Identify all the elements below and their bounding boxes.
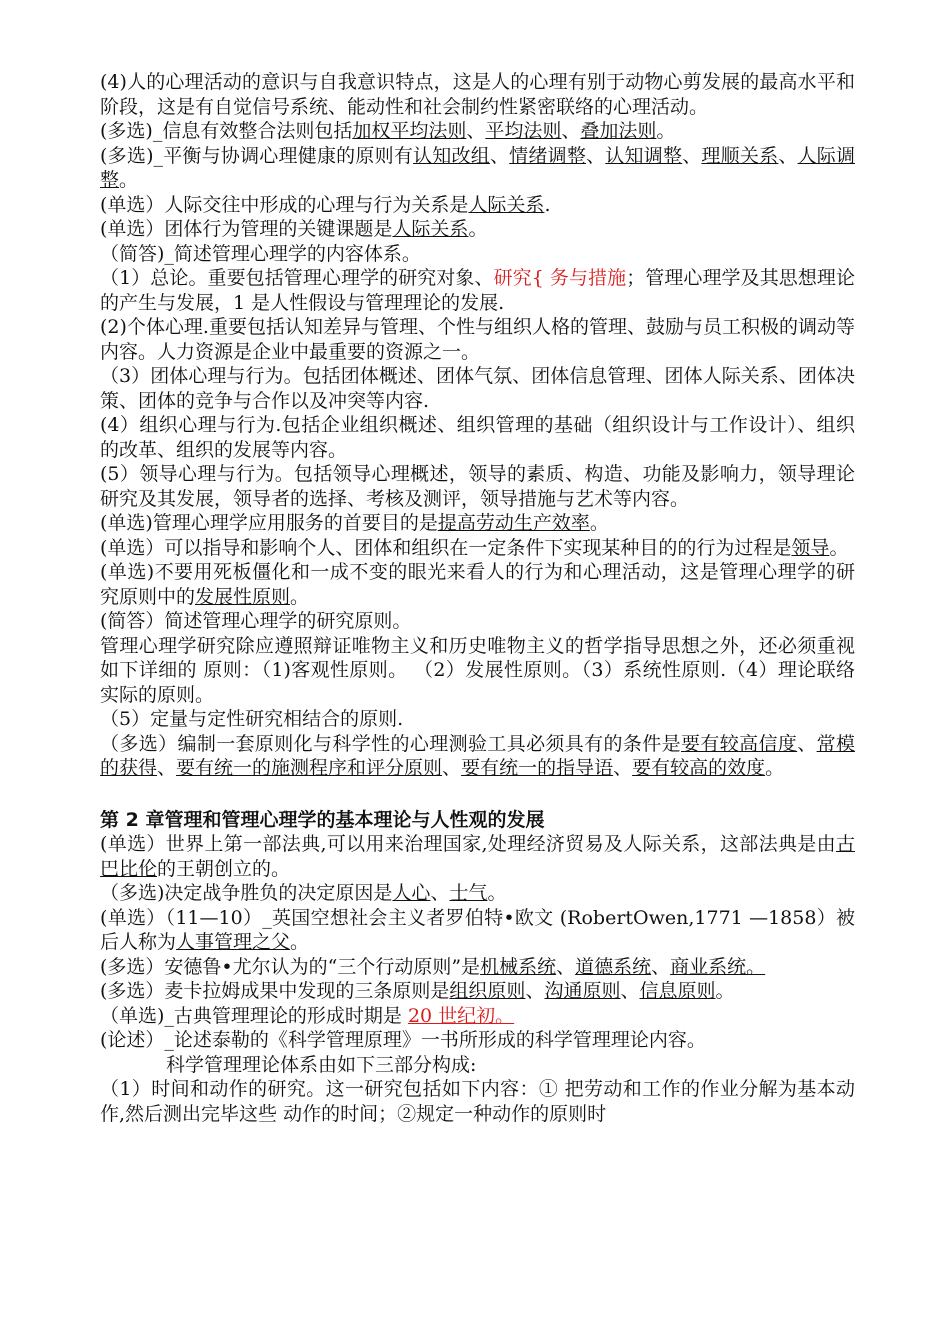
paragraph: [100, 1077, 855, 1126]
paragraph: [100, 119, 855, 144]
paragraph: [100, 906, 855, 955]
paragraph: [100, 70, 855, 119]
text-segment: (单选)管理心理学应用服务的首要目的是: [100, 512, 438, 534]
answer-text: 要有统一的指导语: [461, 757, 614, 779]
paragraph: [100, 536, 855, 561]
paragraph: [100, 707, 855, 732]
text-segment: 管理心理学研究除应遵照辩证唯物主义和历史唯物主义的哲学指导思想之外，还必须重视如下详细的 原则：（1)客观性原则。 （2）发展性原则。（3）系统性原则.（4）理论联络实际的原则。: [100, 634, 855, 706]
paragraph: [100, 560, 855, 609]
answer-text: 要有统一的施测程序和评分原则: [176, 757, 443, 779]
paragraph: [100, 1004, 855, 1029]
text-segment: （多选)决定战争胜负的决定原因是: [100, 882, 393, 904]
text-segment: （1）时间和动作的研究。这一研究包括如下内容：① 把劳动和工作的作业分解为基本动作,然后测出完毕这些 动作的时间；②规定一种动作的原则时: [100, 1078, 855, 1125]
answer-text: 人心: [392, 882, 431, 904]
answer-text: 人际关系: [468, 193, 545, 216]
text-segment: 、: [430, 882, 450, 904]
answer-text: 认知调整: [605, 144, 683, 167]
answer-text: 叠加法则: [580, 120, 657, 142]
text-segment: 、: [556, 955, 576, 978]
text-segment: (2)个体心理.重要包括认知差异与管理、个性与组织人格的管理、鼓励与员工积极的调动等内容。人力资源是企业中最重要的资源之一。: [100, 316, 855, 363]
answer-text: 要有较高的效度: [632, 757, 766, 779]
text-segment: 、: [561, 120, 581, 142]
text-segment: (单选)不要用死板僵化和一成不变的眼光来看人的行为和心理活动，这是管理心理学的研究原则中的: [100, 561, 855, 608]
text-segment: （5）定量与定性研究相结合的原则.: [100, 708, 404, 730]
text-segment: (多选）安德鲁•尤尔认为的“三个行动原则”是: [100, 955, 481, 978]
text-segment: 。: [290, 585, 310, 608]
answer-text: 组织原则: [449, 980, 526, 1002]
answer-text: 理顺关系: [701, 144, 779, 167]
text-segment: (单选）世界上第一部法典,可以用来治理国家,处理经济贸易及人际关系，这部法典是由: [100, 833, 836, 855]
answer-text: 人际调整: [100, 144, 855, 191]
text-segment: ；管理心理学及其思想理论的产生与发展，1 是人性假设与管理理论的发展.: [100, 267, 855, 314]
paragraph: [100, 1053, 855, 1078]
text-segment: (多选)_平衡与协调心理健康的原则有: [100, 144, 414, 167]
paragraph: [100, 832, 855, 881]
text-segment: (论述）_论述泰勒的《科学管理原理》一书所形成的科学管理理论内容。: [100, 1029, 706, 1051]
answer-text: 机械系统: [480, 955, 557, 978]
answer-text: 沟通原则: [544, 980, 621, 1002]
paragraph: [100, 955, 855, 980]
text-segment: (单选）可以指导和影响个人、团体和组织在一定条件下实现某种目的的行为过程是: [100, 536, 792, 559]
paragraph: [100, 609, 855, 634]
text-segment: .: [544, 193, 551, 216]
answer-text: 研究{ 务与措施: [493, 267, 627, 289]
text-segment: 。: [119, 169, 139, 191]
text-segment: 科学管理理论体系由如下三部分构成:: [166, 1053, 477, 1076]
text-segment: 。: [715, 980, 735, 1002]
text-segment: 。: [290, 931, 310, 953]
answer-text: 加权平均法则: [352, 120, 467, 142]
text-segment: 、: [586, 144, 606, 167]
answer-text: 商业系统。: [670, 955, 766, 978]
answer-text: 人际关系: [392, 218, 469, 240]
section-heading: [100, 808, 855, 833]
answer-text: 人事管理之父: [176, 931, 291, 953]
answer-text: 领导: [791, 536, 830, 559]
paragraph: [100, 1028, 855, 1053]
text-segment: 、: [651, 955, 671, 978]
paragraph: [100, 266, 855, 315]
text-segment: (5）领导心理与行为。包括领导心理概述，领导的素质、构造、功能及影响力，领导理论研究及其发展，领导者的选择、考核及测评，领导措施与艺术等内容。: [100, 463, 855, 510]
paragraph: [100, 315, 855, 364]
paragraph: [100, 217, 855, 242]
text-segment: 。: [589, 512, 609, 534]
paragraph: [100, 413, 855, 462]
document-body: [100, 70, 855, 1126]
text-segment: （3）团体心理与行为。包括团体概述、团体气氛、团体信息管理、团体人际关系、团体决策、团体的竞争与合作以及冲突等内容.: [100, 365, 855, 412]
paragraph: [100, 242, 855, 267]
text-segment: (多选）麦卡拉姆成果中发现的三条原则是: [100, 980, 450, 1002]
text-segment: 、: [489, 144, 510, 167]
answer-text: 要有较高信度: [681, 732, 798, 755]
text-segment: 。: [656, 120, 676, 142]
answer-text: 20 世纪初。: [407, 1004, 515, 1027]
text-segment: 。: [468, 218, 488, 240]
paragraph: [100, 634, 855, 708]
answer-text: 古巴比伦: [100, 833, 855, 880]
text-segment: 、: [442, 757, 462, 779]
text-segment: 。: [829, 536, 849, 559]
text-segment: 、: [525, 980, 545, 1002]
answer-text: 情绪调整: [509, 144, 587, 167]
paragraph: [100, 193, 855, 218]
answer-text: 平均法则: [485, 120, 562, 142]
answer-text: 认知改组: [413, 144, 490, 167]
text-segment: (单选）人际交往中形成的心理与行为关系是: [100, 193, 469, 216]
text-segment: 、: [466, 120, 486, 142]
text-segment: 、: [682, 144, 702, 167]
paragraph: [100, 979, 855, 1004]
answer-text: 发展性原则: [195, 585, 291, 608]
paragraph: [100, 732, 855, 781]
answer-text: 士气: [449, 882, 488, 904]
text-segment: 、: [797, 732, 817, 755]
text-segment: 、: [620, 980, 640, 1002]
paragraph: [100, 364, 855, 413]
text-segment: 的王朝创立的。: [157, 857, 291, 880]
answer-text: 信息原则: [639, 980, 716, 1002]
answer-text: 常模的获得: [100, 732, 855, 779]
text-segment: 第 2 章管理和管理心理学的基本理论与人性观的发展: [100, 808, 545, 831]
text-segment: （单选)_古典管理理论的形成时期是: [100, 1004, 408, 1027]
paragraph: [100, 462, 855, 511]
text-segment: 、: [613, 757, 633, 779]
text-segment: （简答)_简述管理心理学的内容体系。: [100, 242, 421, 265]
answer-text: 提高劳动生产效率: [437, 512, 590, 534]
text-segment: 、: [157, 757, 177, 779]
paragraph: [100, 881, 855, 906]
text-segment: (简答）简述管理心理学的研究原则。: [100, 610, 412, 632]
paragraph: [100, 144, 855, 193]
paragraph: [100, 511, 855, 536]
text-segment: (多选)_信息有效整合法则包括: [100, 120, 353, 142]
text-segment: (单选）（11—10）_英国空想社会主义者罗伯特•欧文 (RobertOwen,1771 —1858）被后人称为: [100, 906, 855, 953]
text-segment: （1）总论。重要包括管理心理学的研究对象、: [100, 267, 494, 289]
text-segment: 。: [487, 882, 507, 904]
answer-text: 道德系统: [575, 955, 652, 978]
text-segment: 。: [765, 757, 785, 779]
text-segment: （多选）编制一套原则化与科学性的心理测验工具必须具有的条件是: [100, 732, 682, 755]
text-segment: 、: [778, 144, 798, 167]
text-segment: (4)人的心理活动的意识与自我意识特点，这是人的心理有别于动物心剪发展的最高水平和阶段，这是有自觉信号系统、能动性和社会制约性紧密联络的心理活动。: [100, 71, 855, 118]
text-segment: (4）组织心理与行为.包括企业组织概述、组织管理的基础（组织设计与工作设计）、组织的改革、组织的发展等内容。: [100, 414, 855, 461]
text-segment: (单选）团体行为管理的关键课题是: [100, 218, 393, 240]
